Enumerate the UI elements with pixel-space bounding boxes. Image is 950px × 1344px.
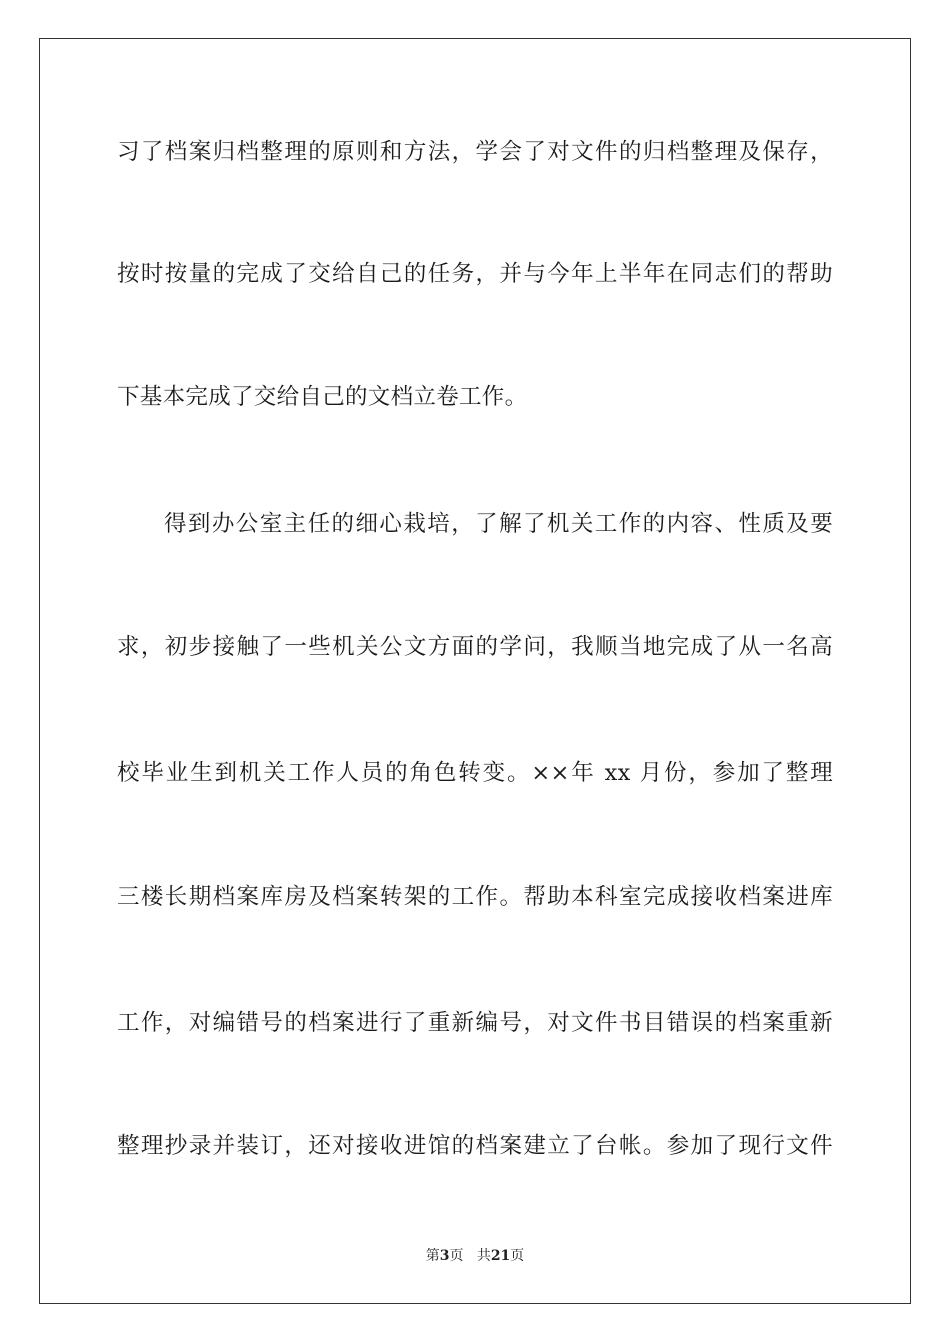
body-text-line-9: 整理抄录并装订，还对接收进馆的档案建立了台帐。参加了现行文件 — [117, 1133, 833, 1159]
body-text-line-7: 三楼长期档案库房及档案转架的工作。帮助本科室完成接收档案进库 — [117, 884, 833, 910]
total-prefix: 共 — [476, 1248, 491, 1264]
page-number: 3 — [439, 1248, 450, 1264]
page-border — [39, 38, 911, 1304]
body-text-line-6: 校毕业生到机关工作人员的角色转变。××年 xx 月份，参加了整理 — [117, 760, 833, 786]
page-footer — [0, 1247, 950, 1265]
body-text-line-3: 下基本完成了交给自己的文档立卷工作。 — [117, 384, 528, 410]
page-prefix: 第 — [425, 1248, 440, 1264]
body-text-line-4: 得到办公室主任的细心栽培，了解了机关工作的内容、性质及要 — [164, 511, 833, 537]
page-suffix: 页 — [449, 1248, 464, 1264]
total-suffix: 页 — [510, 1248, 525, 1264]
total-pages: 21 — [490, 1248, 511, 1264]
body-text-line-8: 工作，对编错号的档案进行了重新编号，对文件书目错误的档案重新 — [117, 1010, 833, 1036]
body-text-line-5: 求，初步接触了一些机关公文方面的学问，我顺当地完成了从一名高 — [117, 634, 833, 660]
body-text-line-1: 习了档案归档整理的原则和方法，学会了对文件的归档整理及保存， — [117, 139, 833, 165]
body-text-line-2: 按时按量的完成了交给自己的任务，并与今年上半年在同志们的帮助 — [117, 261, 833, 287]
